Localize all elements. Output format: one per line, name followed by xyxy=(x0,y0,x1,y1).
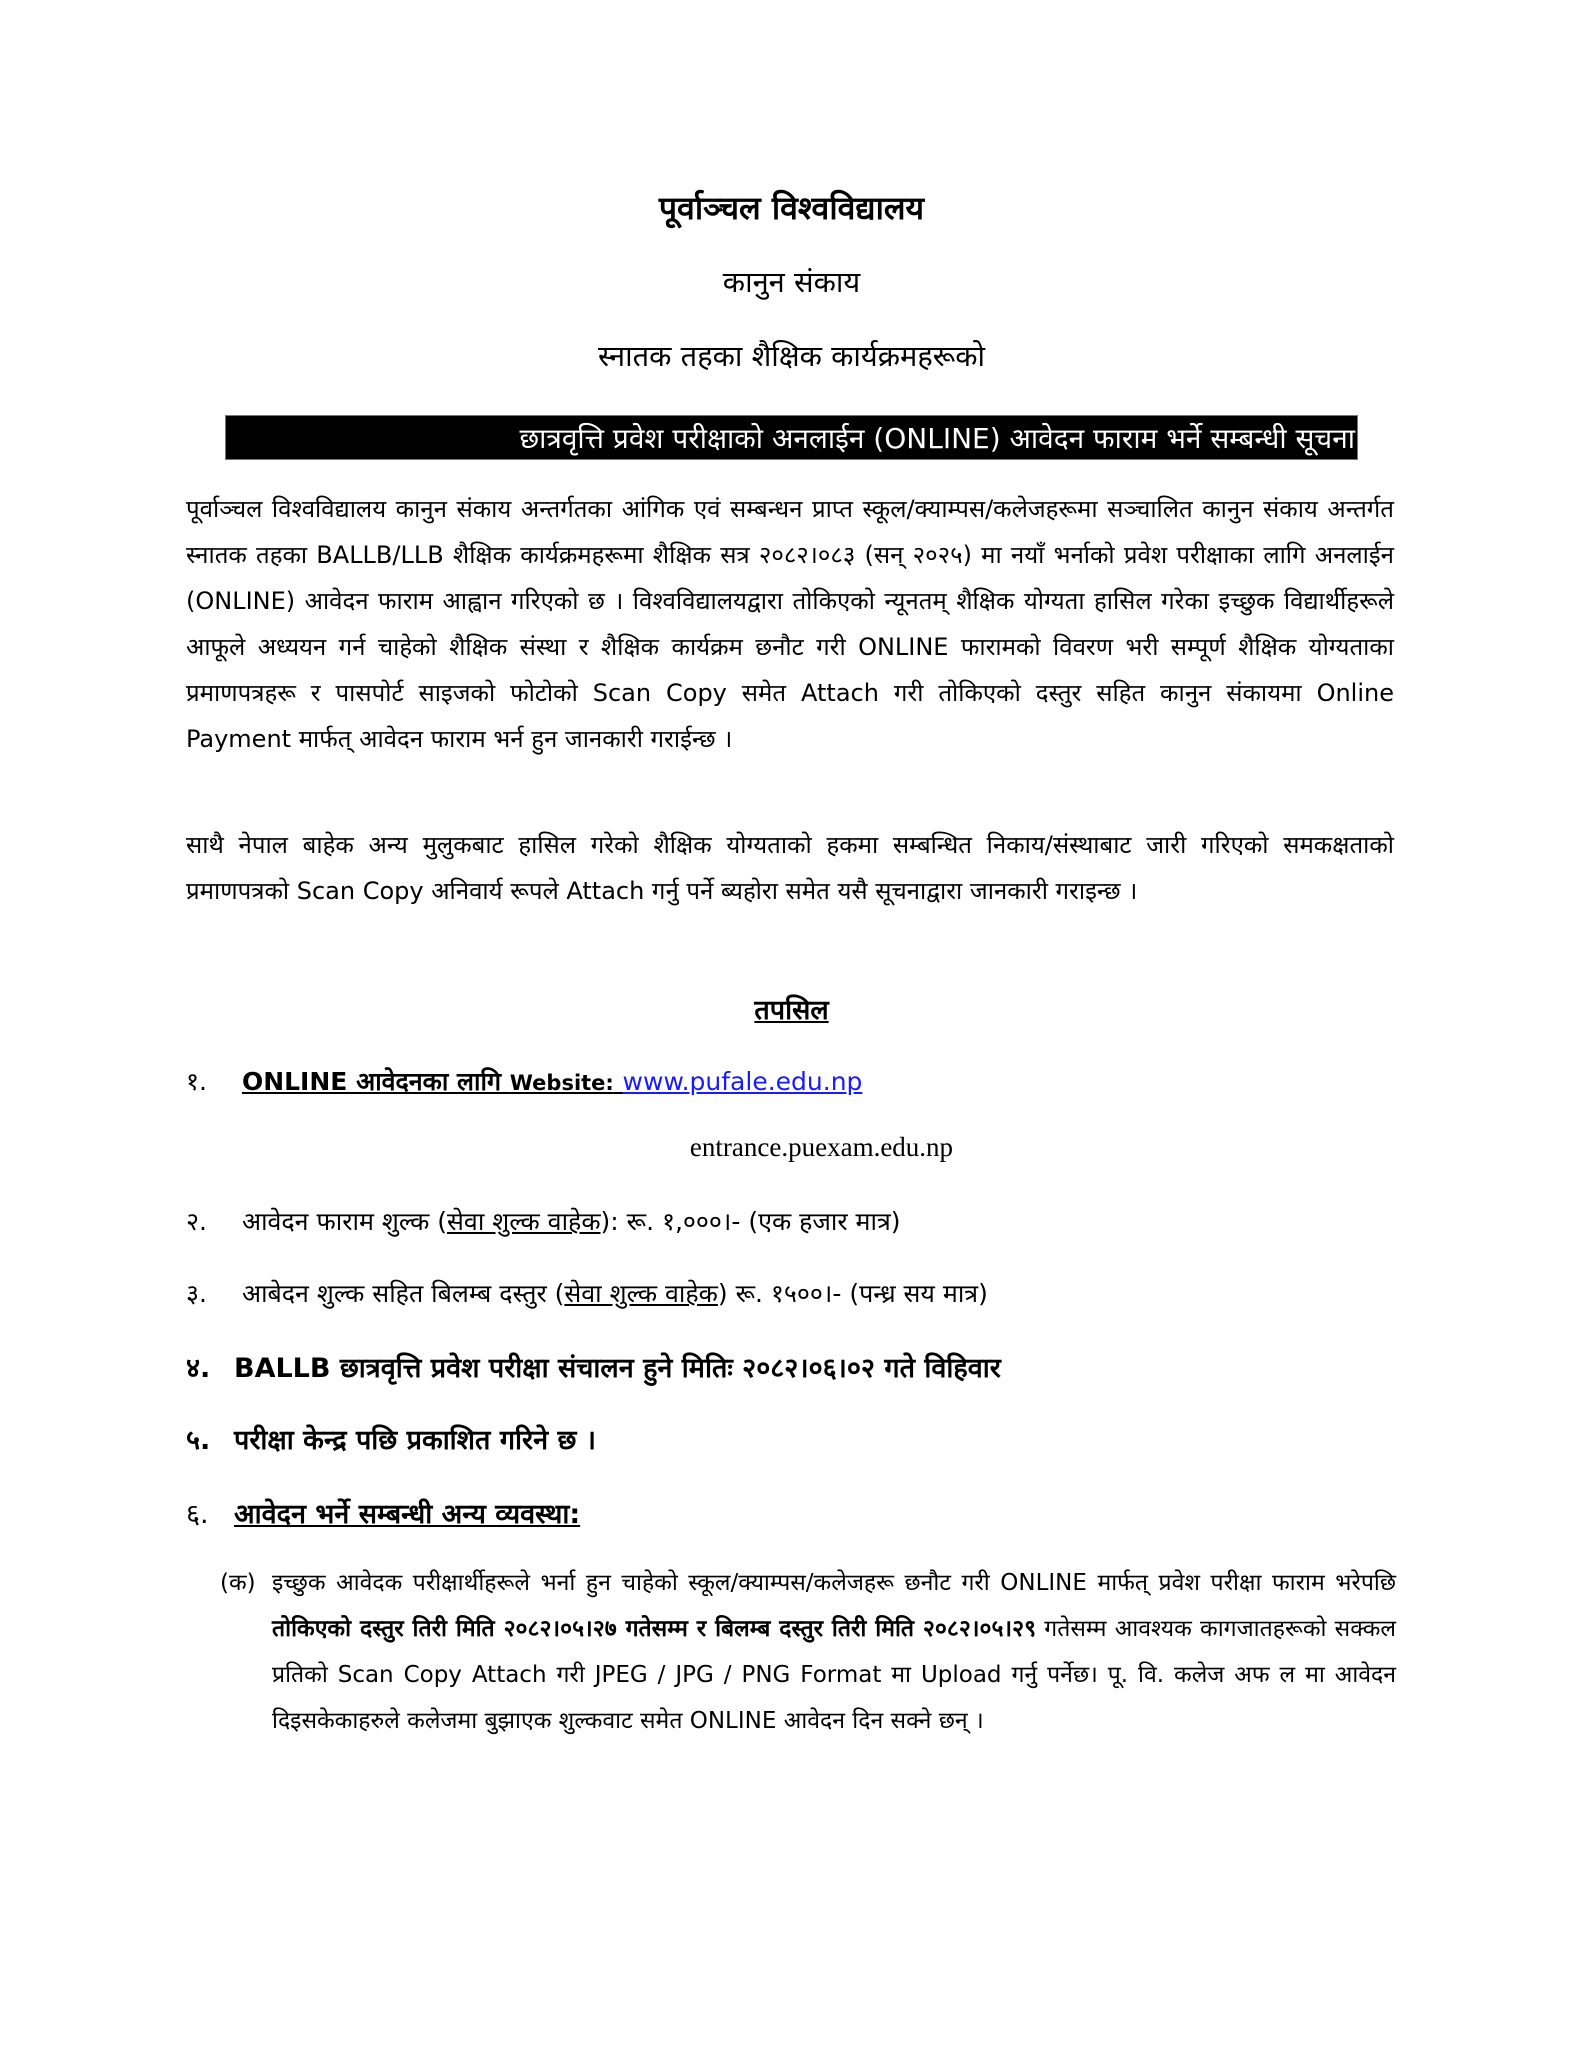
sub-item-marker: (क) xyxy=(220,1570,256,1596)
item-number: ४. xyxy=(186,1353,211,1384)
schedule-heading-text: तपसिल xyxy=(754,995,829,1026)
service-fee-excluded: सेवा शुल्क वाहेक xyxy=(447,1207,601,1236)
fee-text-pre: आवेदन फाराम शुल्क ( xyxy=(241,1207,448,1236)
intro-paragraph: पूर्वाञ्चल विश्वविद्यालय कानुन संकाय अन्तर्गतका आंगिक एवं सम्बन्धन प्राप्त स्कूल/क्याम्पस/कलेजहरूमा सञ्चालित कानुन संकाय अन्तर्गत स्नातक तहका BALLB/LLB शैक्षिक कार्यक्रमहरूमा शैक्षिक सत्र २०८२।०८३ (सन् २०२५) मा नयाँ भर्नाको प्रवेश परीक्षाका लागि अनलाईन (ONLINE) आवेदन फाराम आह्वान गरिएको छ । विश्वविद्यालयद्वारा तोकिएको न्यूनतम् शैक्षिक योग्यता हासिल गरेका इच्छुक विद्यार्थीहरूले आफूले अध्ययन गर्न चाहेको शैक्षिक संस्था र शैक्षिक कार्यक्रम छनौट गरी ONLINE फारामको विवरण भरी सम्पूर्ण शैक्षिक योग्यताका प्रमाणपत्रहरू र पासपोर्ट साइजको फोटोको Scan Copy समेत Attach गरी तोकिएको दस्तुर सहित कानुन संकायमा Online Payment मार्फत् आवेदन फाराम भर्न हुन जानकारी गराईन्छ । xyxy=(186,495,1394,753)
item-number: ६. xyxy=(186,1499,209,1530)
university-title: पूर्वाञ्चल विश्वविद्यालय xyxy=(658,189,925,227)
schedule-item-application-fee xyxy=(186,1204,901,1238)
website-link-pufale[interactable]: www.pufale.edu.np xyxy=(622,1067,863,1096)
other-arrangements-label: आवेदन भर्ने सम्बन्धी अन्य व्यवस्था: xyxy=(234,1499,581,1530)
website-alt-puexam: entrance.puexam.edu.np xyxy=(689,1132,954,1162)
item-number: २. xyxy=(186,1207,207,1236)
service-fee-excluded: सेवा शुल्क वाहेक xyxy=(564,1279,718,1308)
exam-center-text: परीक्षा केन्द्र पछि प्रकाशित गरिने छ । xyxy=(234,1425,597,1456)
sub-item-deadlines: तोकिएको दस्तुर तिरी मिति २०८२।०५।२७ गतेसम्म र बिलम्ब दस्तुर तिरी मिति २०८२।०५।२९ xyxy=(272,1616,1037,1642)
schedule-item-online-application xyxy=(186,1064,862,1098)
sub-item-ka xyxy=(220,1560,1396,1744)
program-level-title: स्नातक तहका शैक्षिक कार्यक्रमहरूको xyxy=(597,339,986,373)
website-label: Website: xyxy=(509,1071,614,1095)
sub-item-text xyxy=(272,1560,1396,1744)
online-application-label: ONLINE आवेदनका लागि xyxy=(241,1067,502,1096)
schedule-item-exam-center xyxy=(186,1420,596,1457)
notice-title: छात्रवृत्ति प्रवेश परीक्षाको अनलाईन (ONLINE) आवेदन फाराम भर्ने सम्बन्धी सूचना xyxy=(519,422,1355,455)
exam-date-text: BALLB छात्रवृत्ति प्रवेश परीक्षा संचालन हुने मितिः २०८२।०६।०२ गते विहिवार xyxy=(234,1353,1001,1384)
sub-item-part1: इच्छुक आवेदक परीक्षार्थीहरूले भर्ना हुन चाहेको स्कूल/क्याम्पस/कलेजहरू छनौट गरी ONLINE मार्फत् प्रवेश परीक्षा फाराम भरेपछि xyxy=(272,1570,1396,1596)
late-fee-text-post: ) रू. १५००।- (पन्ध्र सय मात्र) xyxy=(717,1279,988,1308)
notice-title-banner xyxy=(225,415,1358,460)
foreign-qualification-paragraph: साथै नेपाल बाहेक अन्य मुलुकबाट हासिल गरेको शैक्षिक योग्यताको हकमा सम्बन्धित निकाय/संस्थाबाट जारी गरिएको समकक्षताको प्रमाणपत्रको Scan Copy अनिवार्य रूपले Attach गर्नु पर्ने ब्यहोरा समेत यसै सूचनाद्वारा जानकारी गराइन्छ । xyxy=(186,831,1394,905)
schedule-heading xyxy=(0,990,1583,1027)
faculty-title: कानुन संकाय xyxy=(722,265,861,299)
schedule-item-exam-date xyxy=(186,1348,1001,1385)
item-number: ३. xyxy=(186,1279,207,1308)
item-number: ५. xyxy=(186,1425,211,1456)
late-fee-text-pre: आबेदन शुल्क सहित बिलम्ब दस्तुर ( xyxy=(241,1279,565,1308)
fee-text-post: ): रू. १,०००।- (एक हजार मात्र) xyxy=(600,1207,901,1236)
schedule-item-other-arrangements xyxy=(186,1494,580,1531)
schedule-item-late-fee xyxy=(186,1276,988,1310)
item-number: १. xyxy=(186,1067,207,1096)
sub-item-part2: गतेसम्म आवश्यक कागजातहरूको सक्कल प्रतिको Scan Copy Attach गरी JPEG / JPG / PNG Format मा Upload गर्नु पर्नेछ। पू. वि. कलेज अफ ल मा आवेदन दिइसकेकाहरुले कलेजमा बुझाएक शुल्कवाट समेत ONLINE आवेदन दिन सक्ने छन् । xyxy=(272,1616,1397,1734)
